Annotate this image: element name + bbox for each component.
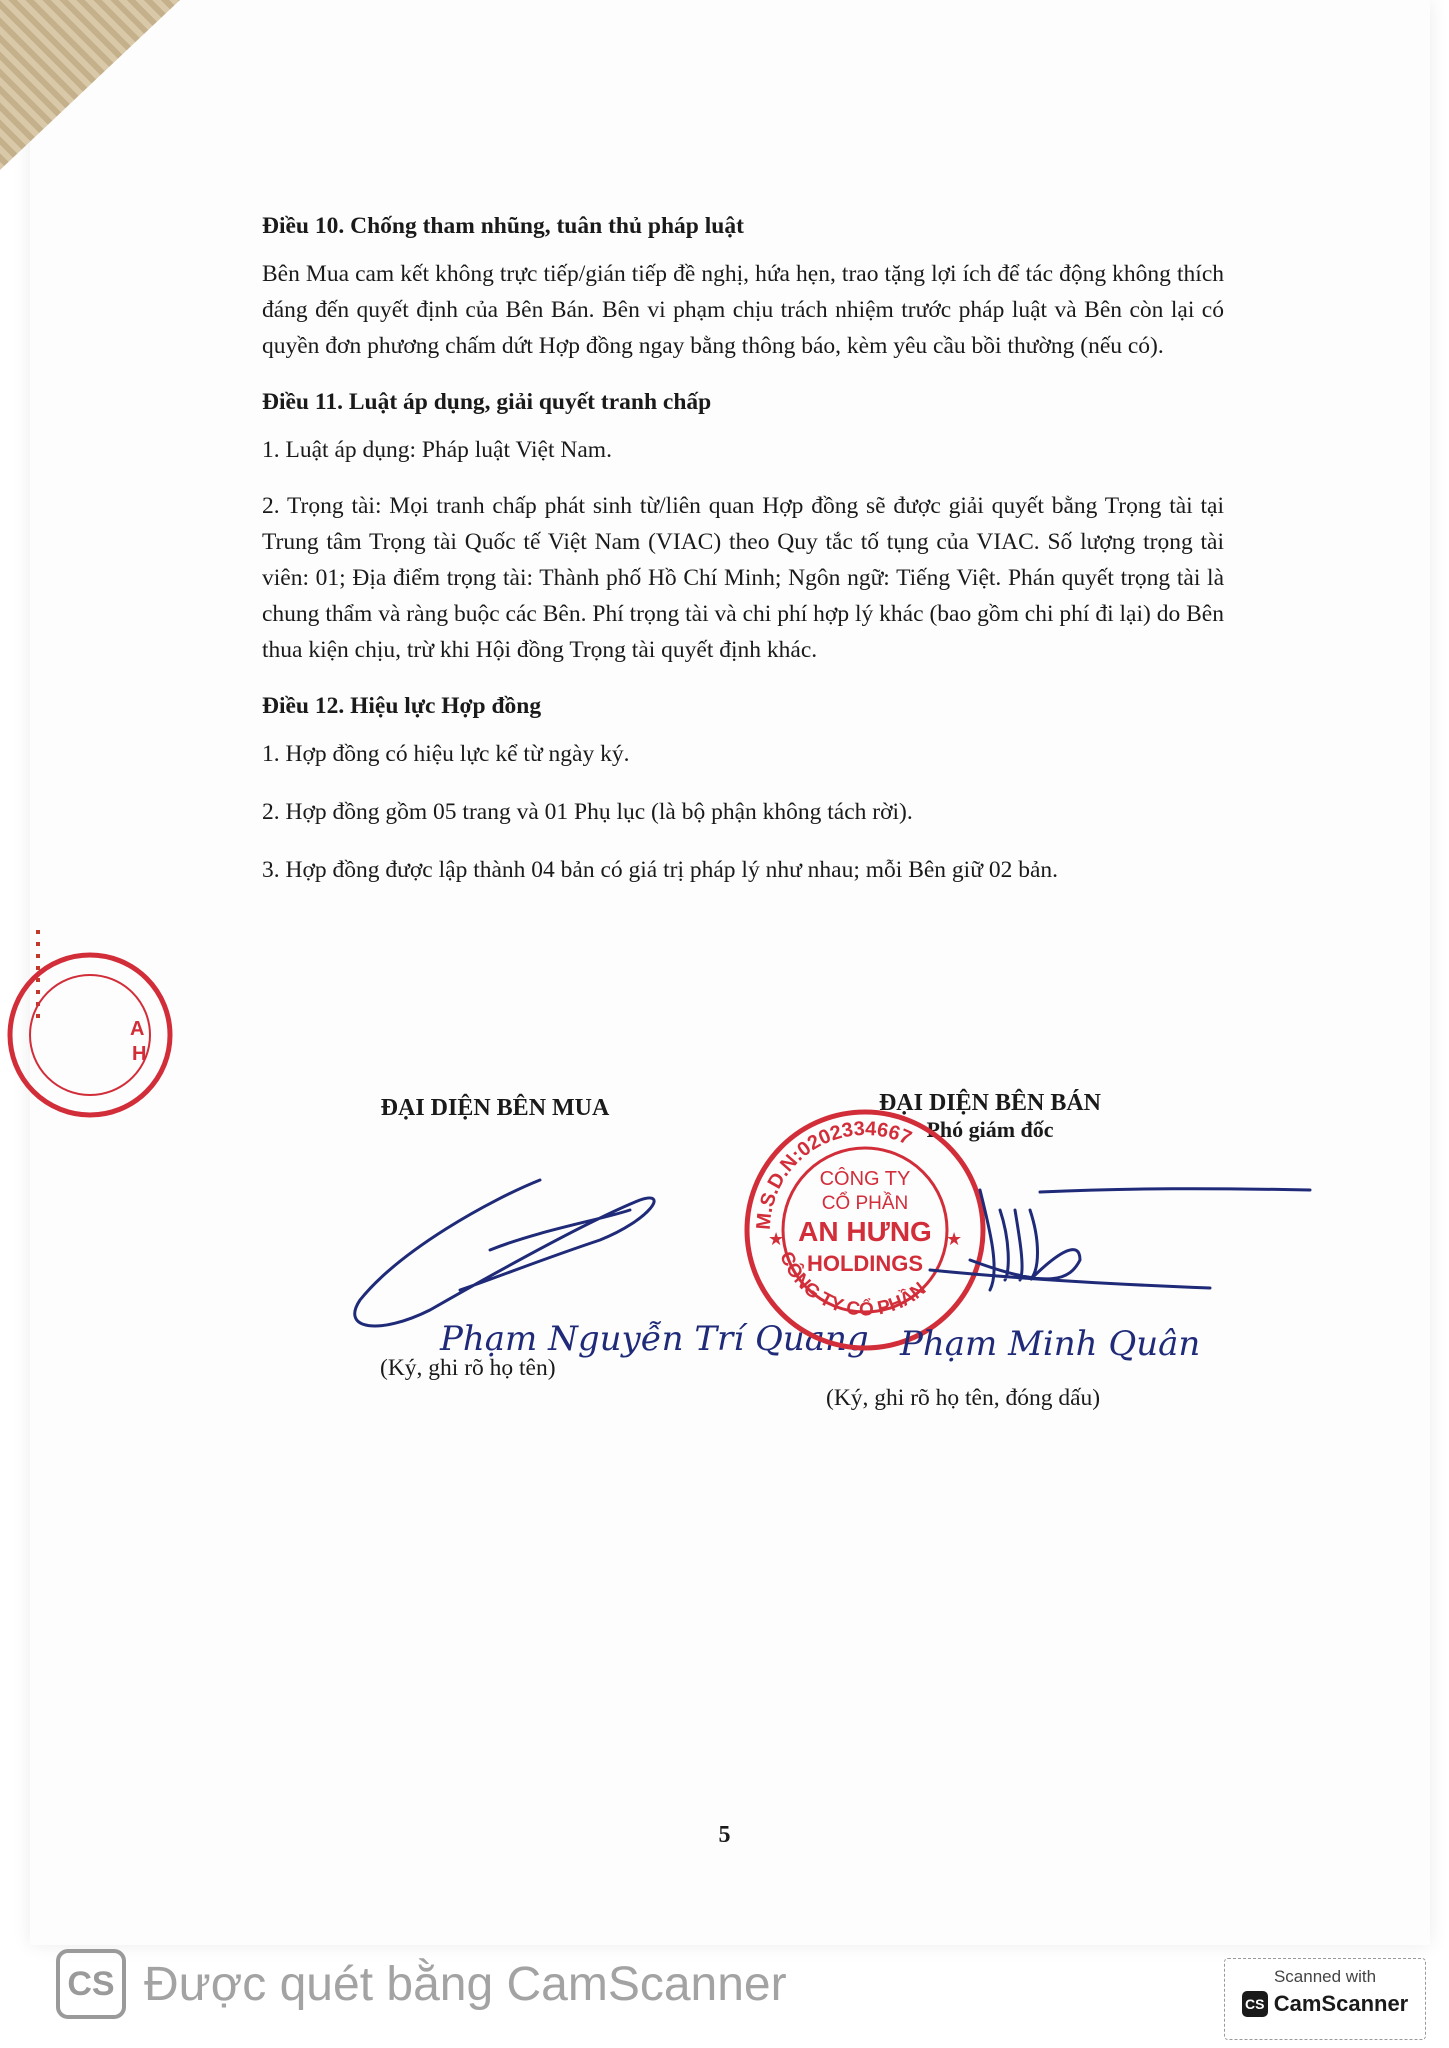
- camscanner-logo-icon: CS: [56, 1949, 126, 2019]
- svg-text:A: A: [130, 1018, 145, 1040]
- seller-signature-note: (Ký, ghi rõ họ tên, đóng dấu): [826, 1385, 1101, 1411]
- article-11-item-2: 2. Trọng tài: Mọi tranh chấp phát sinh từ/liên quan Hợp đồng sẽ được giải quyết bằng Trọng tài tại Trung tâm Trọng tài Quốc tế Việt Nam (VIAC) theo Quy tắc tố tụng của VIAC. Số lượng trọng tài viên: 01; Địa điểm trọng tài: Thành phố Hồ Chí Minh; Ngôn ngữ: Tiếng Việt. Phán quyết trọng tài là chung thẩm và ràng buộc các Bên. Phí trọng tài và chi phí hợp lý khác (bao gồm chi phí đi lại) do Bên thua kiện chịu, trừ khi Hội đồng Trọng tài quyết định khác.: [262, 493, 1224, 663]
- seal-line-2: CỔ PHẦN: [821, 1193, 909, 1214]
- seal-line-3: AN HƯNG: [798, 1216, 932, 1247]
- buyer-title: ĐẠI DIỆN BÊN MUA: [380, 1095, 610, 1121]
- buyer-signature-note: (Ký, ghi rõ họ tên): [380, 1355, 556, 1381]
- article-12-item-3: 3. Hợp đồng được lập thành 04 bản có giá trị pháp lý như nhau; mỗi Bên giữ 02 bản.: [262, 857, 1059, 883]
- contract-body: [262, 208, 1224, 910]
- camscanner-footer: [56, 1944, 787, 2024]
- camscanner-badge-name: CamScanner: [1273, 1991, 1409, 2016]
- seller-title: ĐẠI DIỆN BÊN BÁN: [878, 1090, 1102, 1116]
- article-11-heading: Điều 11. Luật áp dụng, giải quyết tranh chấp: [262, 389, 712, 415]
- article-11-item-1: 1. Luật áp dụng: Pháp luật Việt Nam.: [262, 437, 612, 463]
- svg-text:★: ★: [946, 1229, 963, 1249]
- seal-bottom-text: CÔNG TY CỔ PHẦN: [775, 1248, 931, 1321]
- seal-line-1: CÔNG TY: [819, 1168, 911, 1190]
- buyer-handwritten-name: Phạm Nguyễn Trí Quang: [440, 1319, 869, 1359]
- article-12-item-1: 1. Hợp đồng có hiệu lực kể từ ngày ký.: [262, 741, 630, 767]
- article-12-heading: Điều 12. Hiệu lực Hợp đồng: [262, 693, 542, 719]
- camscanner-footer-text: Được quét bằng CamScanner: [144, 1957, 787, 2011]
- article-12-item-2: 2. Hợp đồng gồm 05 trang và 01 Phụ lục (là bộ phận không tách rời).: [262, 799, 913, 825]
- seller-handwritten-name: Phạm Minh Quân: [900, 1324, 1201, 1364]
- camscanner-badge: [1224, 1958, 1426, 2040]
- camscanner-badge-icon: CS: [1242, 1991, 1268, 2017]
- article-10-heading: Điều 10. Chống tham nhũng, tuân thủ pháp luật: [262, 213, 744, 239]
- svg-text:H: H: [132, 1043, 147, 1065]
- svg-text:★: ★: [768, 1229, 785, 1249]
- page-number: 5: [718, 1822, 731, 1848]
- seal-line-4: HOLDINGS: [806, 1251, 924, 1276]
- seal-tax-code: M.S.D.N:0202334667: [752, 1117, 915, 1231]
- partial-stamp-left: [70, 935, 170, 1135]
- camscanner-badge-label: Scanned with: [1273, 1967, 1377, 1986]
- article-10-text: Bên Mua cam kết không trực tiếp/gián tiếp đề nghị, hứa hẹn, trao tặng lợi ích để tác động không thích đáng đến quyết định của Bên Bán. Bên vi phạm chịu trách nhiệm trước pháp luật và Bên còn lại có quyền đơn phương chấm dứt Hợp đồng ngay bằng thông báo, kèm yêu cầu bồi thường (nếu có).: [262, 261, 1224, 359]
- seller-position: Phó giám đốc: [926, 1117, 1054, 1142]
- seller-signature: [900, 1170, 1310, 1380]
- buyer-signature-block: [355, 1095, 635, 1122]
